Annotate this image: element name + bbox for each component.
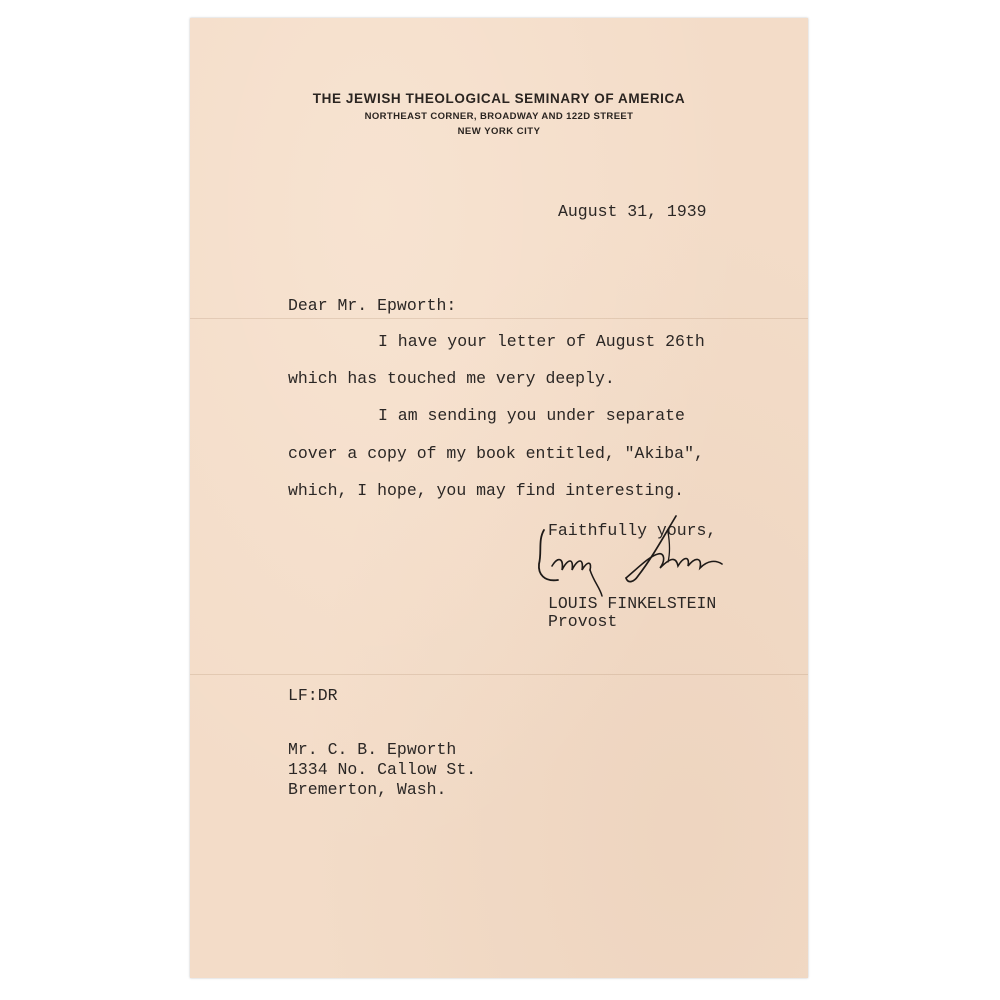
letterhead-city: NEW YORK CITY <box>457 126 541 137</box>
letter-date: August 31, 1939 <box>558 202 707 221</box>
closing: Faithfully yours, <box>548 521 717 540</box>
signer-name: LOUIS FINKELSTEIN <box>548 594 717 613</box>
recipient-name: Mr. C. B. Epworth <box>288 740 457 759</box>
fold-line <box>190 674 808 675</box>
letter-sheet <box>190 18 808 978</box>
letterhead-institution: THE JEWISH THEOLOGICAL SEMINARY OF AMERICA <box>312 91 686 106</box>
reference-initials: LF:DR <box>288 686 338 705</box>
body-line: I am sending you under separate <box>378 406 685 425</box>
salutation: Dear Mr. Epworth: <box>288 296 457 315</box>
body-line: I have your letter of August 26th <box>378 332 705 351</box>
letterhead-address: NORTHEAST CORNER, BROADWAY AND 122D STREET <box>364 111 634 122</box>
body-line: cover a copy of my book entitled, "Akiba", <box>288 444 704 463</box>
signer-title: Provost <box>548 612 618 631</box>
handwritten-signature <box>530 496 750 606</box>
recipient-city: Bremerton, Wash. <box>288 780 447 799</box>
body-line: which has touched me very deeply. <box>288 369 615 388</box>
fold-line <box>190 318 808 319</box>
body-line: which, I hope, you may find interesting. <box>288 481 685 500</box>
recipient-street: 1334 No. Callow St. <box>288 760 477 779</box>
